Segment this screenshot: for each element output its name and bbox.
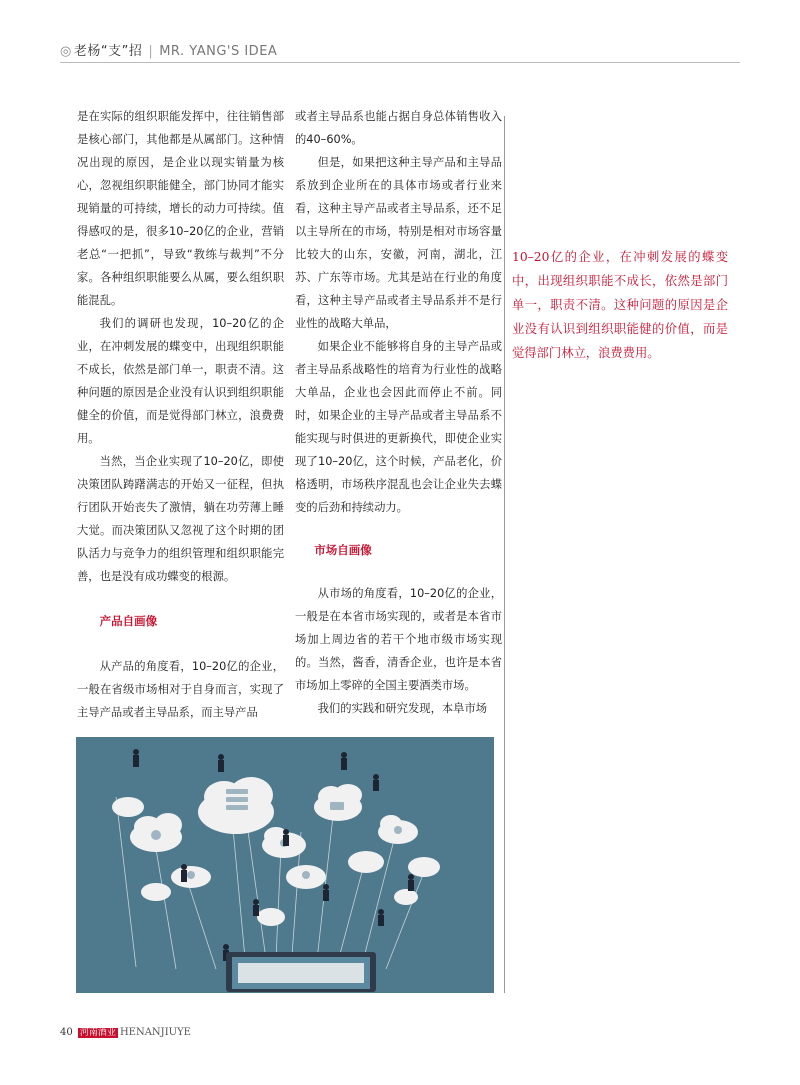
cloud-illustration — [76, 737, 494, 993]
pull-quote — [512, 245, 728, 365]
pull-quote-text: 10–20亿的企业，在冲刺发展的蝶变中，出现组织职能不成长，依然是部门单一，职责不清。这种问题的原因是企业没有认识到组织职能健的价值，而是觉得部门林立，浪费费用。 — [512, 250, 728, 360]
paragraph: 但是，如果把这种主导产品和主导品系放到企业所在的具体市场或者行业来看，这种主导产品或者主导品系，还不足以主导所在的市场，特别是相对市场容量比较大的山东，安徽，河南，湖北，江苏、广东等市场。尤其是站在行业的角度看，这种主导产品或者主导品系并不是行业性的战略大单品， — [295, 156, 502, 330]
section-heading-market — [295, 539, 502, 562]
magazine-logo: 河南酒业 — [79, 1028, 116, 1038]
section-heading-text: 产品自画像 — [99, 614, 158, 628]
page-footer — [60, 1025, 191, 1038]
page-number: 40 — [60, 1027, 73, 1038]
paragraph: 从产品的角度看，10–20亿的企业，一般在省级市场相对于自身而言，实现了主导产品或者主导品系，而主导产品 — [77, 660, 284, 719]
paragraph: 我们的调研也发现，10–20亿的企业，在冲刺发展的蝶变中，出现组织职能不成长，依然是部门单一，职责不清。这种问题的原因是企业没有认识到组织职能健全的价值，而是觉得部门林立，浪费费用。 — [77, 317, 284, 445]
column-divider — [504, 116, 505, 993]
header-separator: | — [148, 44, 154, 59]
header-divider — [60, 62, 740, 63]
column-english-name: MR. YANG'S IDEA — [159, 44, 278, 59]
paragraph: 从市场的角度看，10–20亿的企业，一般是在本省市场实现的，或者是本省市场加上周边省的若干个地市级市场实现的。当然，酱香，清香企业，也许是本省市场加上零碎的全国主要酒类市场。 — [295, 587, 502, 692]
paragraph: 当然，当企业实现了10–20亿，即使决策团队踌躇满志的开始又一征程，但执行团队开始丧失了激情，躺在功劳薄上睡大觉。而决策团队又忽视了这个时期的团队活力与竞争力的组织管理和组织职能完善，也是没有成功蝶变的根源。 — [77, 455, 284, 583]
text-column-left — [77, 105, 284, 724]
section-heading-product — [77, 610, 284, 633]
circle-dot-icon: ◎ — [60, 44, 72, 59]
paragraph: 如果企业不能够将自身的主导产品或者主导品系战略性的培育为行业性的战略大单品，企业也会因此而停止不前。同时，如果企业的主导产品或者主导品系不能实现与时俱进的更新换代，即使企业实现了10–20亿，这个时候，产品老化，价格透明，市场秩序混乱也会让企业失去蝶变的后劲和持续动力。 — [295, 340, 502, 514]
paragraph: 或者主导品系也能占据自身总体销售收入的40–60%。 — [295, 110, 502, 146]
section-heading-text: 市场自画像 — [314, 543, 372, 557]
magazine-english-name: HENANJIUYE — [119, 1027, 191, 1038]
paragraph: 我们的实践和研究发现，本阜市场 — [317, 702, 488, 715]
column-name: 老杨“支”招 — [73, 44, 143, 59]
cloud-illustration-svg — [76, 737, 494, 993]
paragraph: 是在实际的组织职能发挥中，往往销售部是核心部门，其他都是从属部门。这种情况出现的原因，是企业以现实销量为核心，忽视组织职能健全，部门协同才能实现销量的可持续，增长的动力可持续。值得感叹的是，很多10–20亿的企业，营销老总“一把抓”，导致“教练与裁判”不分家。各种组织职能要么从属，要么组织职能混乱。 — [77, 110, 284, 307]
text-column-middle — [295, 105, 502, 720]
column-header — [60, 40, 277, 59]
